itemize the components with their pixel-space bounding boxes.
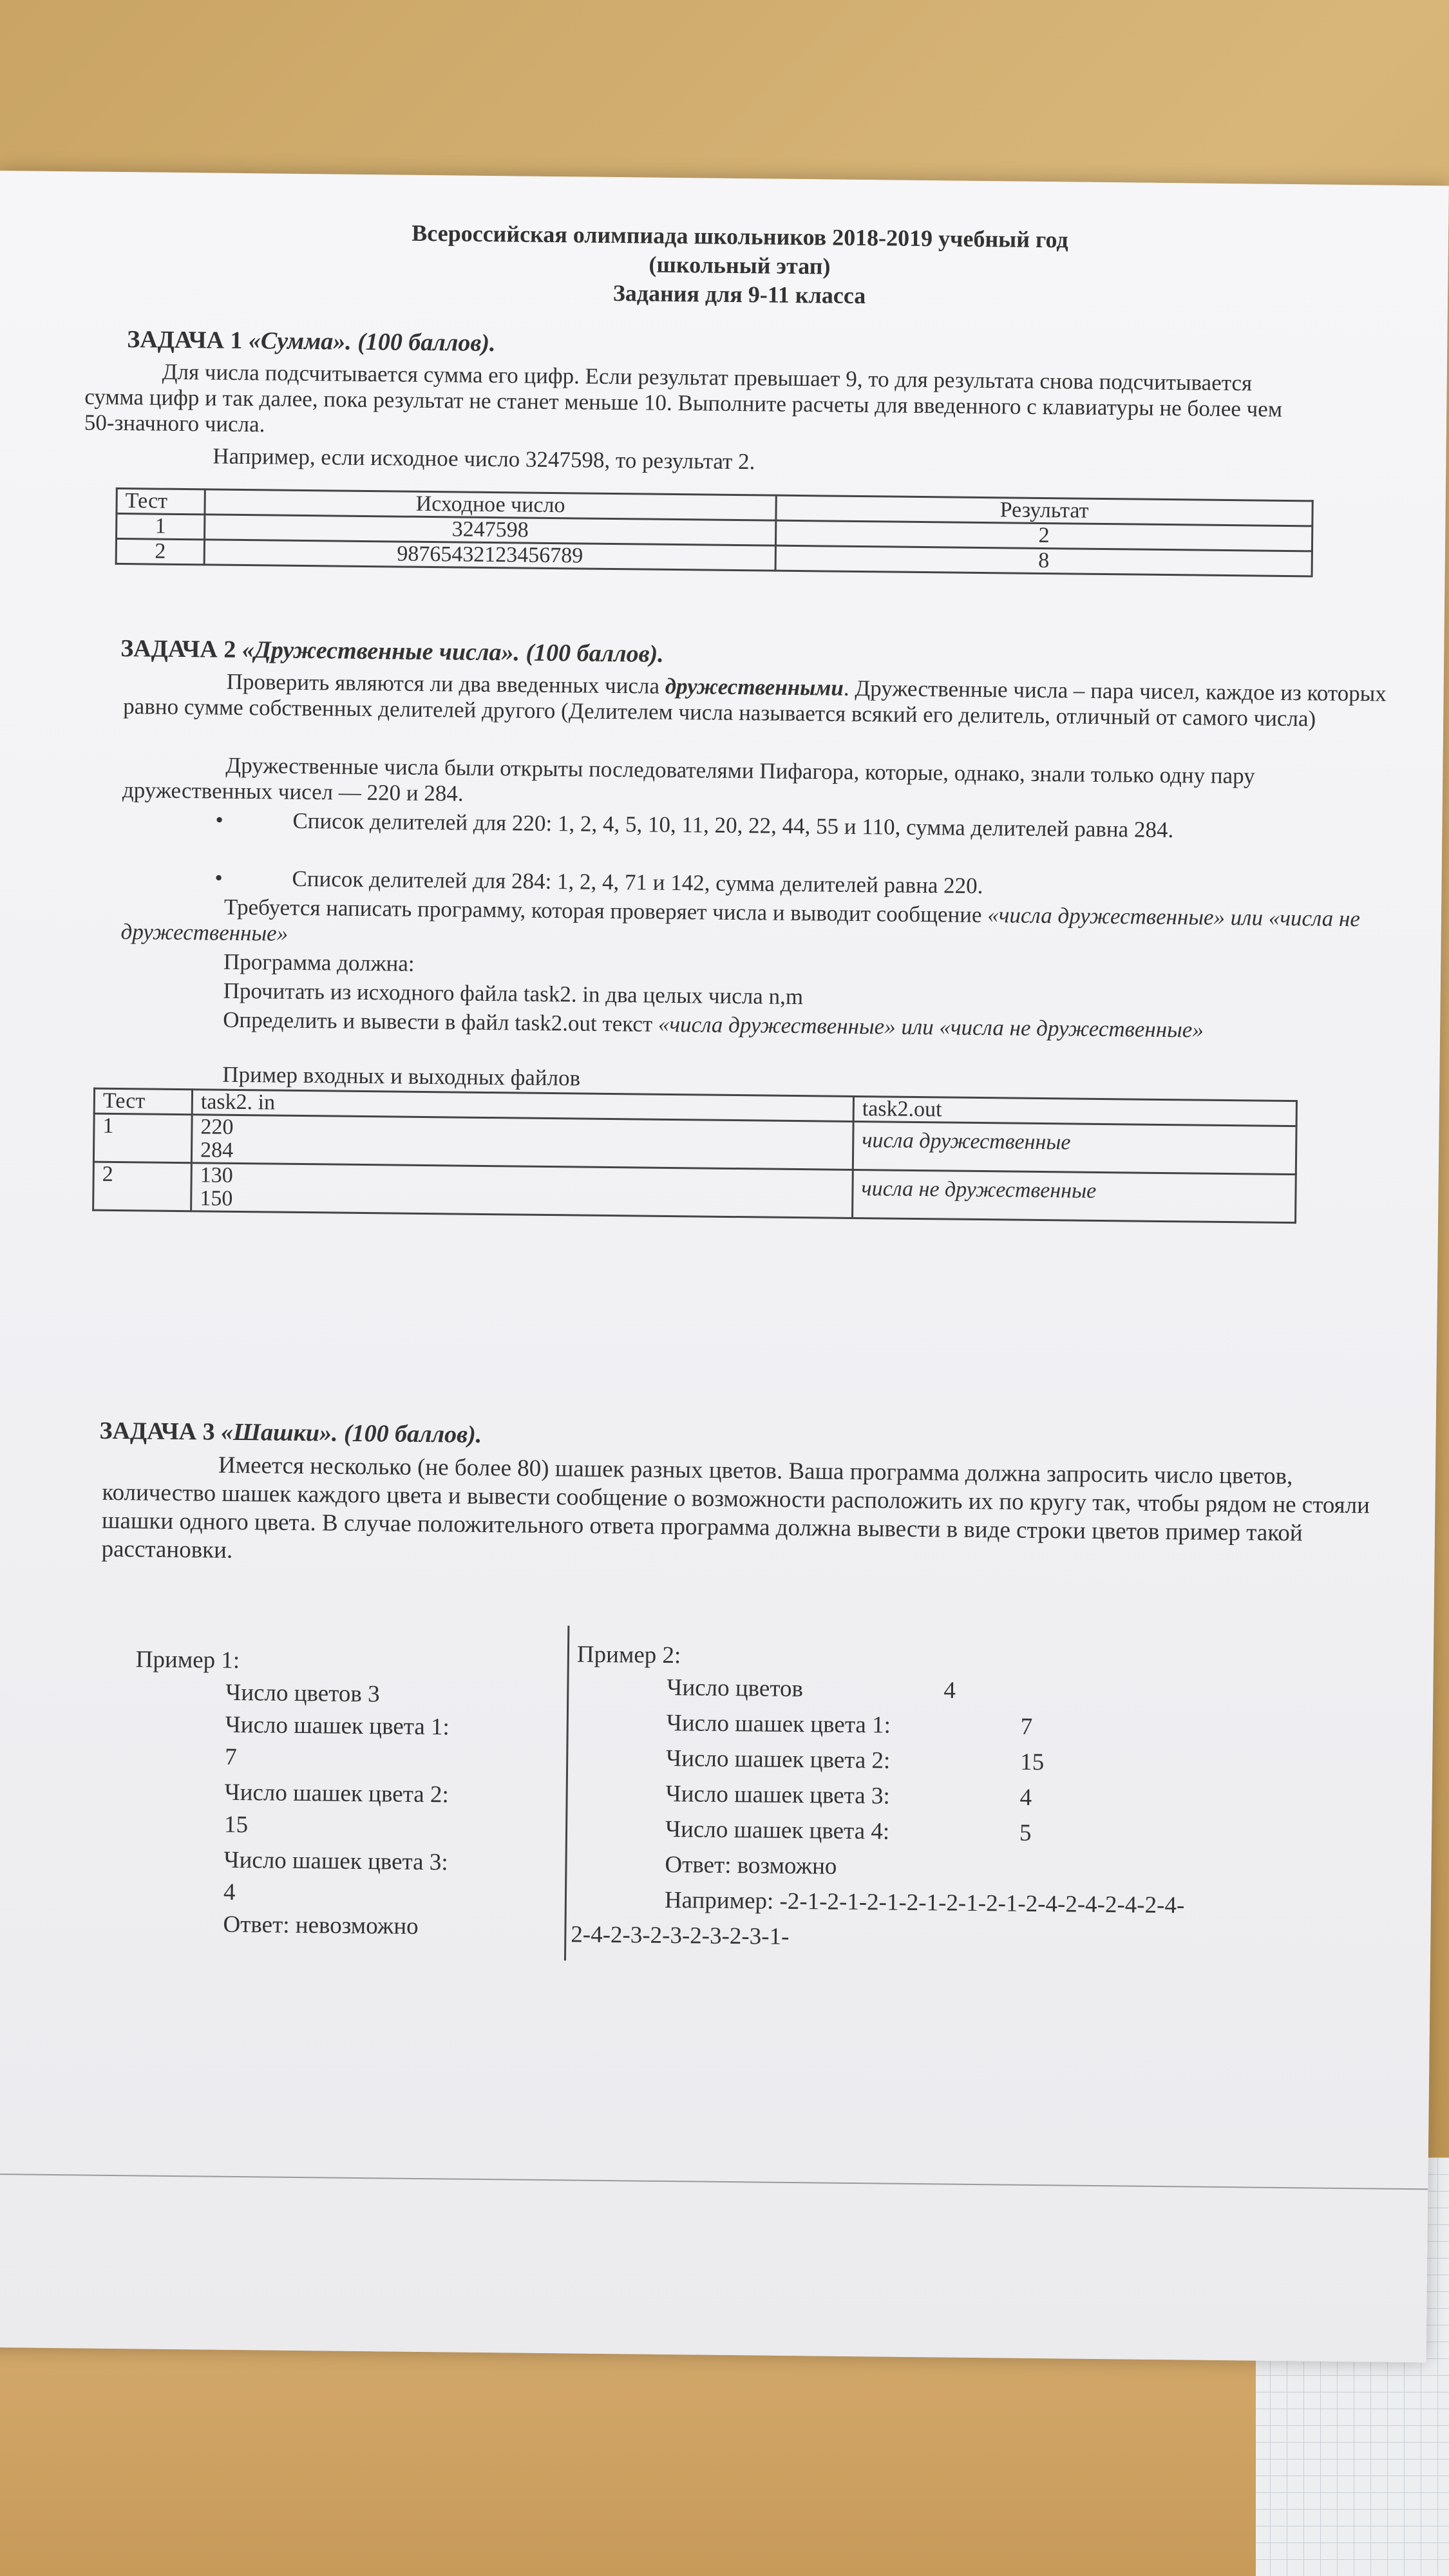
table-cell: 3247598 — [205, 515, 776, 545]
task2-paragraph-2: Дружественные числа были открыты последователями Пифагора, которые, однако, знали только одну пару дружественных чисел — 220 и 284. — [122, 752, 1255, 806]
task2-paragraph-7: Пример входных и выходных файлов — [222, 1061, 581, 1091]
table-header-cell: task2.out — [853, 1096, 1296, 1126]
example2-title: Пример 2: — [576, 1641, 681, 1669]
example1-answer: Ответ: невозможно — [223, 1911, 419, 1940]
bullet-icon: • — [215, 807, 223, 833]
example2-color3-value: 4 — [1019, 1784, 1032, 1811]
task2-bullet-2: Список делителей для 284: 1, 2, 4, 71 и 142, сумма делителей равна 220. — [292, 866, 983, 899]
task3-title — [99, 1418, 482, 1448]
task2-p6-start: Определить и вывести в файл task2.out текст — [223, 1007, 659, 1037]
task3-title-label: ЗАДАЧА 3 — [99, 1417, 215, 1446]
task2-paragraph-3 — [120, 893, 1403, 958]
table-cell: 2 — [93, 1162, 192, 1211]
table-cell: числа не дружественные — [853, 1170, 1296, 1222]
task1-title — [127, 327, 496, 356]
task2-title-label: ЗАДАЧА 2 — [120, 635, 236, 663]
table-cell: 98765432123456789 — [204, 540, 775, 571]
task1-title-label: ЗАДАЧА 1 — [127, 326, 243, 354]
input-value: 150 — [200, 1186, 233, 1211]
table-cell: 8 — [775, 545, 1312, 576]
example2-colors-value: 4 — [943, 1677, 956, 1704]
task2-paragraph-6 — [120, 1006, 1401, 1045]
input-value: 130 — [200, 1163, 233, 1188]
task1-paragraph-1: Для числа подсчитывается сумма его цифр. Если результат превышает 9, то для результата снова подсчитывается сумма цифр и так далее, пока результат не станет меньше 10. Выполните расчеты для введенного с клавиатуры не более чем 50-значного числа. — [84, 359, 1283, 437]
table-header-cell: Результат — [776, 495, 1312, 526]
task1-title-name: «Сумма». (100 баллов). — [248, 327, 496, 357]
table-header-cell: Исходное число — [205, 489, 776, 520]
table-cell — [191, 1163, 853, 1218]
task1-paragraph-2: Например, если исходное число 3247598, то результат 2. — [213, 443, 755, 475]
table-cell: 2 — [775, 520, 1312, 551]
example2-color2-value: 15 — [1019, 1748, 1045, 1776]
table-header-cell: task2. in — [192, 1090, 853, 1122]
task2-paragraph-5: Прочитать из исходного файла task2. in два целых числа n,m — [223, 978, 804, 1010]
task2-paragraph-4: Программа должна: — [223, 949, 415, 976]
example2-sequence-line2: 2-4-2-3-2-3-2-3-2-3-1- — [571, 1921, 790, 1950]
task2-title-name: «Дружественные числа». (100 баллов). — [242, 636, 664, 668]
example2-color2-label: Число шашек цвета 2: — [666, 1745, 891, 1774]
example2-color1-value: 7 — [1020, 1713, 1033, 1740]
document-sheet — [0, 171, 1449, 2362]
footer-rule — [0, 2174, 1428, 2190]
task2-p1-term: дружественными — [665, 673, 844, 701]
example2-sequence-line1: Например: -2-1-2-1-2-1-2-1-2-1-2-1-2-4-2-4-2-4-2-4- — [664, 1886, 1185, 1919]
input-value: 220 — [200, 1115, 234, 1139]
task2-p6-messages: «числа дружественные» или «числа не дружественные» — [658, 1011, 1204, 1043]
example2-color1-label: Число шашек цвета 1: — [666, 1709, 891, 1739]
table-cell: 2 — [116, 538, 204, 564]
task2-paragraph-1 — [123, 668, 1405, 733]
example1-color1-label: Число шашек цвета 1: — [225, 1711, 450, 1741]
table-cell: числа дружественные — [853, 1121, 1296, 1174]
header-line-2: (школьный этап) — [649, 251, 831, 279]
example2-color4-label: Число шашек цвета 4: — [665, 1815, 890, 1845]
task2-p3-start: Требуется написать программу, которая проверяет числа и выводит сообщение — [223, 894, 988, 928]
table-cell: 1 — [93, 1113, 192, 1163]
header-line-3: Задания для 9-11 класса — [612, 279, 866, 309]
task2-bullet-1: Список делителей для 220: 1, 2, 4, 5, 10, 11, 20, 22, 44, 55 и 110, сумма делителей равна 284. — [292, 808, 1174, 843]
example1-color2-label: Число шашек цвета 2: — [224, 1779, 449, 1808]
input-value: 284 — [200, 1138, 234, 1162]
task3-title-name: «Шашки». (100 баллов). — [220, 1418, 482, 1448]
table-cell: 1 — [117, 513, 205, 539]
example1-color2-value: 15 — [223, 1811, 249, 1839]
task1-table — [115, 488, 1314, 577]
example2-color3-label: Число шашек цвета 3: — [665, 1780, 890, 1810]
example2-color4-value: 5 — [1019, 1819, 1032, 1846]
example1-color1-value: 7 — [225, 1743, 237, 1770]
task2-title — [120, 636, 664, 667]
desk-surface — [0, 2344, 1256, 2576]
table-header-cell: Тест — [94, 1088, 192, 1115]
bullet-icon: • — [214, 865, 223, 891]
table-header-cell: Тест — [117, 488, 205, 514]
task2-p1-end: . Дружественные числа – пара чисел, каждое из которых равно сумме собственных делителей другого (Делителем числа называется всякий его делитель, отличный от самого числа) — [123, 675, 1387, 732]
examples-divider — [564, 1625, 569, 1960]
header-line-1: Всероссийская олимпиада школьников 2018-2019 учебный год — [412, 220, 1068, 253]
example1-color3-label: Число шашек цвета 3: — [223, 1846, 448, 1876]
example1-colors: Число цветов 3 — [225, 1679, 380, 1708]
task2-p1-start: Проверить являются ли два введенных числа — [226, 668, 665, 699]
example1-color3-value: 4 — [223, 1879, 236, 1906]
example2-colors-label: Число цветов — [667, 1674, 804, 1703]
task3-paragraph-1: Имеется несколько (не более 80) шашек разных цветов. Ваша программа должна запросить число цветов, количество шашек каждого цвета и вывести сообщение о возможности расположить их по кругу так, чтобы рядом не стояли шашки одного цвета. В случае положительного ответа программа должна вывести в виде строки цветов пример такой расстановки. — [101, 1452, 1370, 1564]
table-cell — [191, 1115, 853, 1170]
task2-p3-messages: «числа дружественные» или «числа не дружественные» — [120, 902, 1361, 946]
example1-title: Пример 1: — [135, 1646, 240, 1674]
task2-table — [92, 1088, 1298, 1224]
example2-answer: Ответ: возможно — [665, 1851, 837, 1880]
